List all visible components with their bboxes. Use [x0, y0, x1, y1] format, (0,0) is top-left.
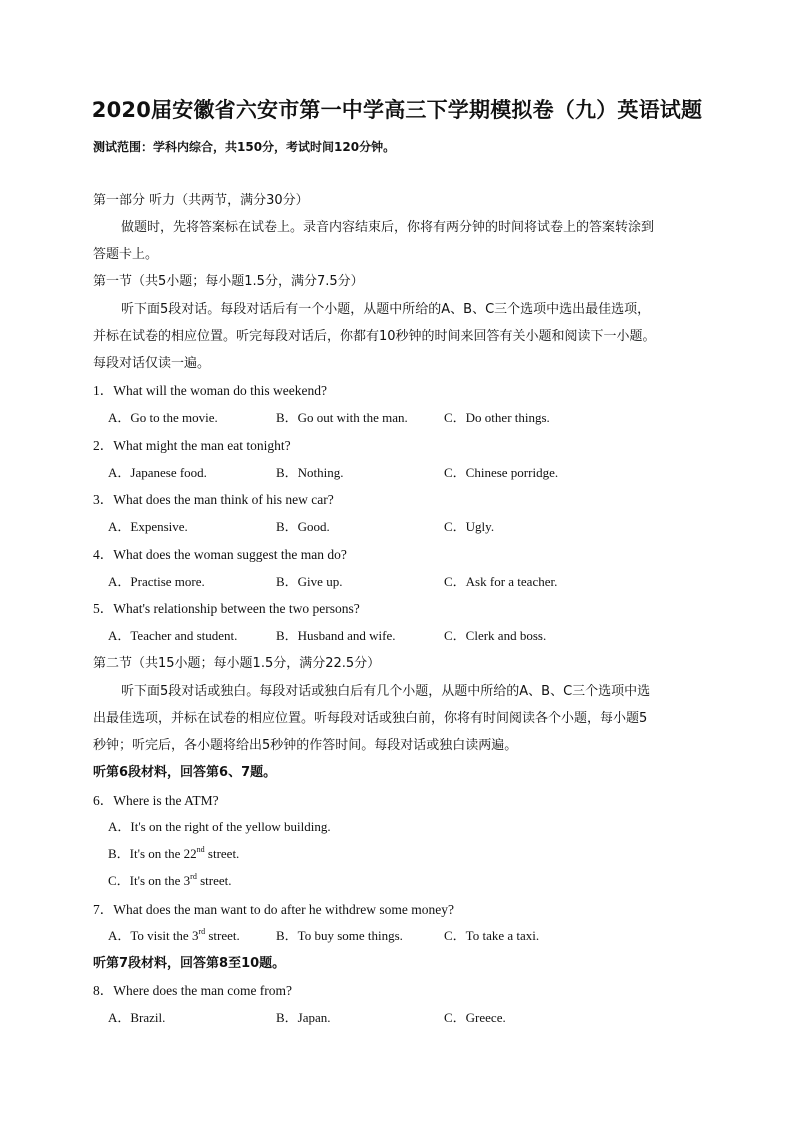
- q2-option-c: C．Chinese porridge.: [444, 465, 559, 480]
- q3-option-b: B．Good.: [276, 519, 330, 534]
- q8-option-b: B．Japan.: [276, 1010, 331, 1025]
- q1-option-a: A．Go to the movie.: [108, 410, 218, 425]
- question-2: 2．What might the man eat tonight?: [93, 438, 291, 453]
- part1-heading: 第一部分 听力（共两节，满分30分）: [93, 193, 309, 208]
- q8-option-c: C．Greece.: [444, 1010, 506, 1025]
- part1-instruction-2: 答题卡上。: [93, 247, 159, 262]
- q6-option-a: A．It's on the right of the yellow building.: [108, 819, 331, 834]
- question-6: 6．Where is the ATM?: [93, 793, 219, 808]
- q2-option-a: A．Japanese food.: [108, 465, 207, 480]
- question-5: 5．What's relationship between the two persons?: [93, 601, 360, 616]
- q7-option-b: B．To buy some things.: [276, 928, 403, 943]
- question-8: 8．Where does the man come from?: [93, 983, 293, 998]
- q4-option-c: C．Ask for a teacher.: [444, 574, 558, 589]
- q7-option-c: C．To take a taxi.: [444, 928, 540, 943]
- q5-option-b: B．Husband and wife.: [276, 628, 396, 643]
- section1-heading: 第一节（共5小题；每小题1.5分，满分7.5分）: [93, 274, 364, 289]
- q1-option-c: C．Do other things.: [444, 410, 550, 425]
- question-7: 7．What does the man want to do after he withdrew some money?: [93, 902, 455, 917]
- section2-instruction-2: 出最佳选项，并标在试卷的相应位置。听每段对话或独白前，你将有时间阅读各个小题，每小题5: [93, 711, 648, 726]
- page-title: 2020届安徽省六安市第一中学高三下学期模拟卷（九）英语试题: [91, 98, 703, 122]
- q2-option-b: B．Nothing.: [276, 465, 344, 480]
- q6-option-c: C．It's on the 3rd street.: [108, 872, 232, 888]
- question-1: 1．What will the woman do this weekend?: [93, 383, 327, 398]
- section1-instruction-2: 并标在试卷的相应位置。听完每段对话后，你都有10秒钟的时间来回答有关小题和阅读下一小题。: [93, 329, 656, 344]
- q5-option-c: C．Clerk and boss.: [444, 628, 547, 643]
- q5-option-a: A．Teacher and student.: [108, 628, 238, 643]
- q4-option-a: A．Practise more.: [108, 574, 205, 589]
- q6-option-b: B．It's on the 22nd street.: [108, 845, 240, 861]
- question-3: 3．What does the man think of his new car?: [93, 492, 334, 507]
- section1-instruction-1: 听下面5段对话。每段对话后有一个小题，从题中所给的A、B、C三个选项中选出最佳选项，: [121, 302, 651, 317]
- q1-option-b: B．Go out with the man.: [276, 410, 408, 425]
- test-scope: 测试范围：学科内综合，共150分，考试时间120分钟。: [93, 140, 396, 154]
- q8-option-a: A．Brazil.: [108, 1010, 166, 1025]
- section2-heading: 第二节（共15小题；每小题1.5分，满分22.5分）: [93, 656, 381, 671]
- section2-instruction-1: 听下面5段对话或独白。每段对话或独白后有几个小题，从题中所给的A、B、C三个选项中选: [121, 684, 651, 699]
- question-4: 4．What does the woman suggest the man do?: [93, 547, 347, 562]
- section2-instruction-3: 秒钟；听完后，各小题将给出5秒钟的作答时间。每段对话或独白读两遍。: [93, 738, 518, 753]
- part1-instruction-1: 做题时，先将答案标在试卷上。录音内容结束后，你将有两分钟的时间将试卷上的答案转涂到: [121, 220, 655, 235]
- q4-option-b: B．Give up.: [276, 574, 343, 589]
- material-7-heading: 听第7段材料，回答第8至10题。: [93, 956, 286, 971]
- q3-option-c: C．Ugly.: [444, 519, 495, 534]
- q7-option-a: A．To visit the 3rd street.: [108, 927, 240, 943]
- q3-option-a: A．Expensive.: [108, 519, 188, 534]
- material-6-heading: 听第6段材料，回答第6、7题。: [93, 765, 277, 780]
- section1-instruction-3: 每段对话仅读一遍。: [93, 356, 211, 371]
